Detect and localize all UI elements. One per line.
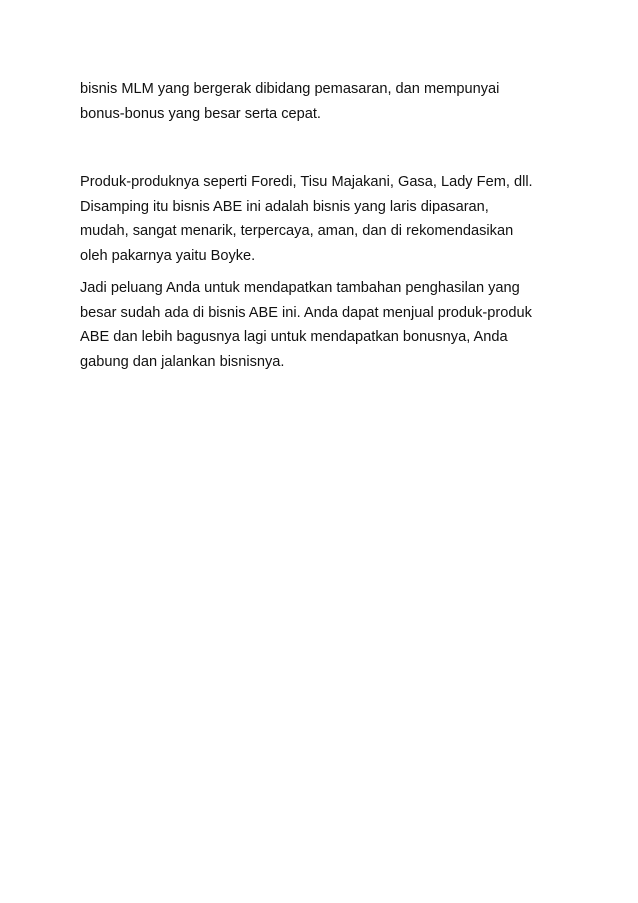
paragraph-line: oleh pakarnya yaitu Boyke.	[80, 247, 256, 264]
paragraph-line: Disamping itu bisnis ABE ini adalah bisnis yang laris dipasaran,	[80, 198, 489, 215]
paragraph-line: besar sudah ada di bisnis ABE ini. Anda dapat menjual produk-produk	[80, 304, 532, 321]
paragraph-line: bonus-bonus yang besar serta cepat.	[80, 105, 321, 122]
paragraph-1	[80, 77, 580, 126]
paragraph-line: mudah, sangat menarik, terpercaya, aman, dan di rekomendasikan	[80, 223, 514, 239]
paragraph-line: ABE dan lebih bagusnya lagi untuk mendapatkan bonusnya, Anda	[80, 329, 508, 345]
paragraph-line: Jadi peluang Anda untuk mendapatkan tambahan penghasilan yang	[80, 280, 520, 296]
paragraph-line: Produk-produknya seperti Foredi, Tisu Majakani, Gasa, Lady Fem, dll.	[80, 174, 533, 190]
paragraph-3	[80, 276, 580, 374]
paragraph-2	[80, 170, 580, 268]
paragraph-line: gabung dan jalankan bisnisnya.	[80, 353, 285, 370]
document-body	[80, 77, 580, 374]
paragraph-line: bisnis MLM yang bergerak dibidang pemasaran, dan mempunyai	[80, 81, 500, 97]
